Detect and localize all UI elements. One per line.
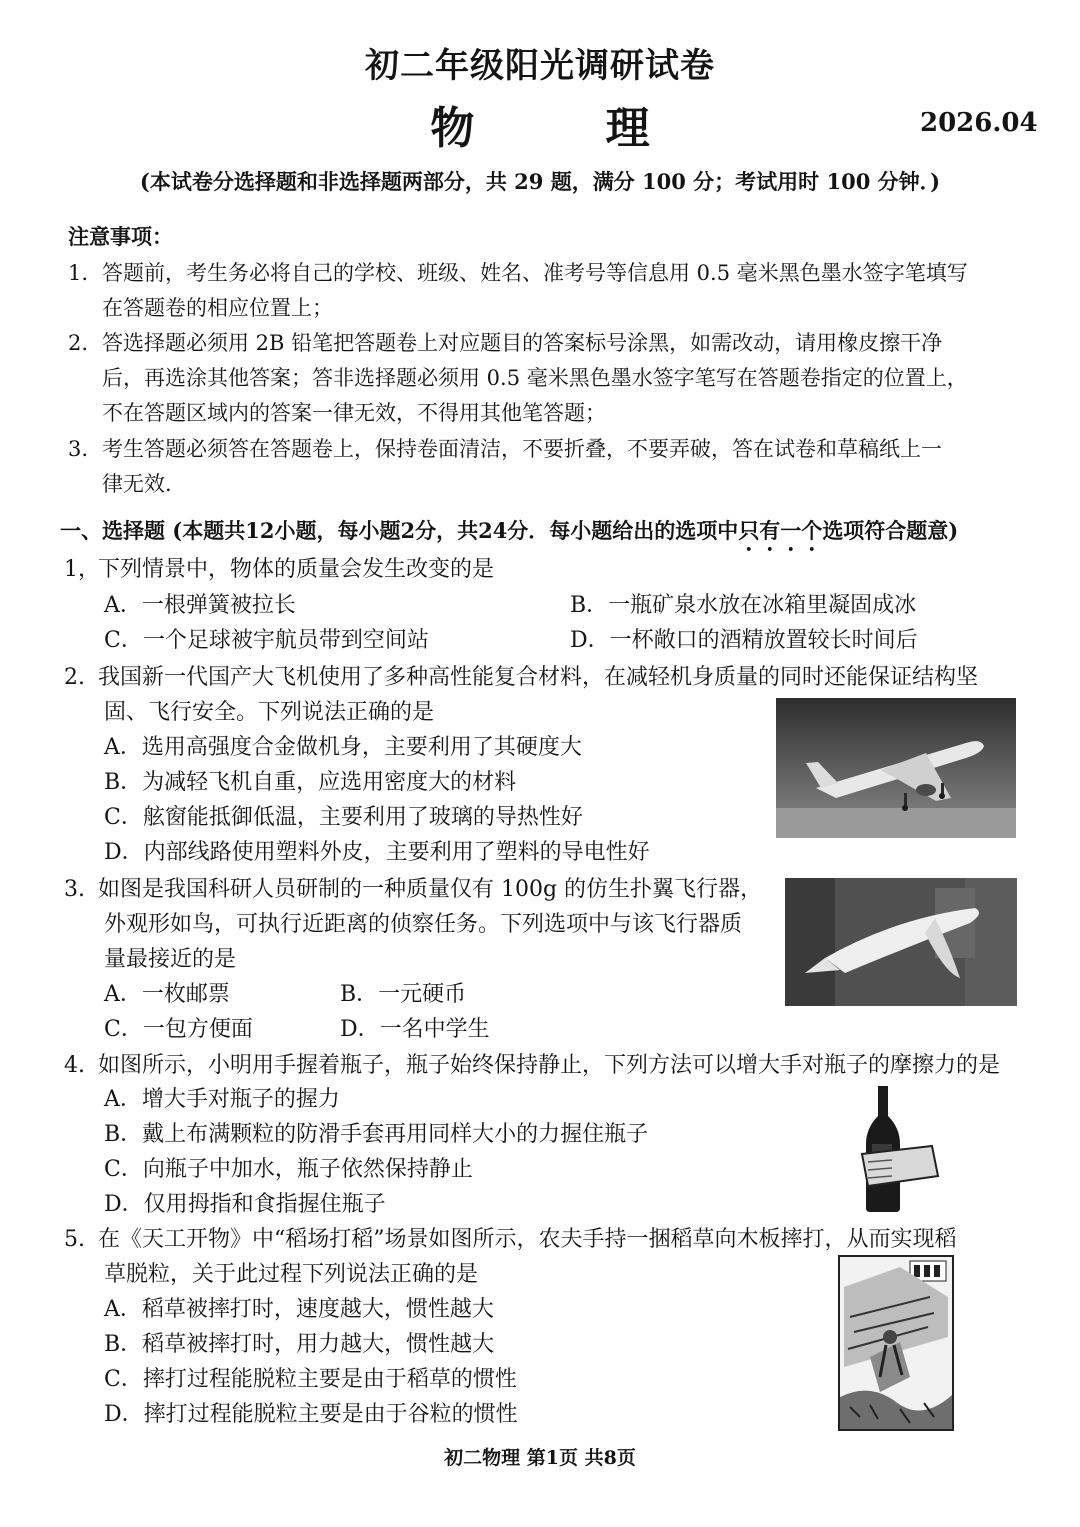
notice-number: 3. bbox=[68, 437, 89, 461]
option-a: A．选用高强度合金做机身，主要利用了其硬度大 bbox=[104, 735, 582, 760]
bionic-flyer-photo bbox=[785, 878, 1017, 1006]
question-number: 1， bbox=[64, 557, 100, 582]
question-number: 2. bbox=[64, 665, 85, 690]
question-stem: 如图所示，小明用手握着瓶子，瓶子始终保持静止，下列方法可以增大手对瓶子的摩擦力的是 bbox=[98, 1053, 1001, 1078]
option-a: A．稻草被摔打时，速度越大，惯性越大 bbox=[104, 1297, 494, 1322]
notice-line: 后，再选涂其他答案；答非选择题必须用 0.5 毫米黑色墨水签字笔写在答题卷指定的位置上， bbox=[102, 366, 968, 390]
option-d: D．一名中学生 bbox=[340, 1017, 490, 1042]
option-c: C．向瓶子中加水，瓶子依然保持静止 bbox=[104, 1157, 473, 1182]
option-d: D．内部线路使用塑料外皮，主要利用了塑料的导电性好 bbox=[104, 840, 650, 865]
section-title: 一、选择题 (本题共12小题，每小题2分，共24分．每小题给出的选项中只有一个选项符合题意) bbox=[60, 518, 959, 543]
option-d: D．摔打过程能脱粒主要是由于谷粒的惯性 bbox=[104, 1402, 518, 1427]
question-stem: 量最接近的是 bbox=[104, 947, 237, 972]
question-number: 5. bbox=[64, 1227, 85, 1252]
option-a: A．增大手对瓶子的握力 bbox=[104, 1087, 340, 1112]
notice-line: 答题前，考生务必将自己的学校、班级、姓名、准考号等信息用 0.5 毫米黑色墨水签字笔填写 bbox=[102, 261, 968, 285]
notice-line: 考生答题必须答在答题卷上，保持卷面清洁，不要折叠，不要弄破，答在试卷和草稿纸上一 bbox=[102, 437, 942, 461]
option-c: C．舷窗能抵御低温，主要利用了玻璃的导热性好 bbox=[104, 805, 583, 830]
bottle-hand-image bbox=[852, 1084, 942, 1214]
question-stem: 我国新一代国产大飞机使用了多种高性能复合材料，在减轻机身质量的同时还能保证结构坚 bbox=[98, 665, 979, 690]
option-a: A．一枚邮票 bbox=[104, 982, 230, 1007]
option-b: B．一元硬币 bbox=[340, 982, 467, 1007]
question-stem: 在《天工开物》中“稻场打稻”场景如图所示，农夫手持一捆稻草向木板摔打，从而实现稻 bbox=[98, 1227, 957, 1252]
exam-date: 2026.04 bbox=[920, 108, 1038, 138]
notice-line: 答选择题必须用 2B 铅笔把答题卷上对应题目的答案标号涂黑，如需改动，请用橡皮擦干净 bbox=[102, 331, 943, 355]
airplane-photo bbox=[776, 698, 1016, 838]
page-footer: 初二物理 第1页 共8页 bbox=[444, 1447, 636, 1469]
notice-line: 律无效. bbox=[102, 472, 172, 496]
question-1 bbox=[64, 552, 494, 583]
option-b: B．一瓶矿泉水放在冰箱里凝固成冰 bbox=[570, 593, 917, 618]
question-4 bbox=[64, 1048, 1000, 1079]
question-5 bbox=[64, 1222, 957, 1253]
question-stem: 外观形如鸟，可执行近距离的侦察任务。下列选项中与该飞行器质 bbox=[104, 912, 743, 937]
option-a: A．一根弹簧被拉长 bbox=[104, 593, 296, 618]
question-stem: 如图是我国科研人员研制的一种质量仅有 100g 的仿生扑翼飞行器， bbox=[98, 877, 763, 902]
option-c: C．一包方便面 bbox=[104, 1017, 253, 1042]
notice-item-1 bbox=[68, 257, 968, 287]
question-3 bbox=[64, 872, 762, 903]
emphasis-text: 只有一个 bbox=[738, 518, 823, 543]
notice-number: 2. bbox=[68, 331, 89, 355]
exam-intro: (本试卷分选择题和非选择题两部分，共 29 题，满分 100 分；考试用时 100 分钟．) bbox=[139, 169, 941, 194]
question-number: 4. bbox=[64, 1053, 85, 1078]
option-b: B．为减轻飞机自重，应选用密度大的材料 bbox=[104, 770, 517, 795]
notice-item-2 bbox=[68, 327, 942, 357]
rice-threshing-woodcut bbox=[838, 1255, 954, 1431]
option-c: C．一个足球被宇航员带到空间站 bbox=[104, 628, 429, 653]
notice-item-3 bbox=[68, 433, 942, 463]
question-number: 3. bbox=[64, 877, 85, 902]
question-2 bbox=[64, 660, 978, 691]
option-b: B．戴上布满颗粒的防滑手套再用同样大小的力握住瓶子 bbox=[104, 1122, 649, 1147]
option-d: D．一杯敞口的酒精放置较长时间后 bbox=[570, 628, 918, 653]
subject-title: 物 理 bbox=[430, 103, 708, 154]
option-c: C．摔打过程能脱粒主要是由于稻草的惯性 bbox=[104, 1367, 517, 1392]
exam-title: 初二年级阳光调研试卷 bbox=[365, 46, 715, 86]
question-stem: 草脱粒，关于此过程下列说法正确的是 bbox=[104, 1262, 479, 1287]
notice-line: 在答题卷的相应位置上； bbox=[102, 296, 333, 320]
notice-line: 不在答题区域内的答案一律无效，不得用其他笔答题； bbox=[102, 401, 606, 425]
question-stem: 下列情景中，物体的质量会发生改变的是 bbox=[98, 557, 495, 582]
notice-number: 1. bbox=[68, 261, 89, 285]
option-b: B．稻草被摔打时，用力越大，惯性越大 bbox=[104, 1332, 495, 1357]
option-d: D．仅用拇指和食指握住瓶子 bbox=[104, 1192, 386, 1217]
notice-title: 注意事项： bbox=[68, 224, 173, 249]
question-stem: 固、飞行安全。下列说法正确的是 bbox=[104, 700, 435, 725]
